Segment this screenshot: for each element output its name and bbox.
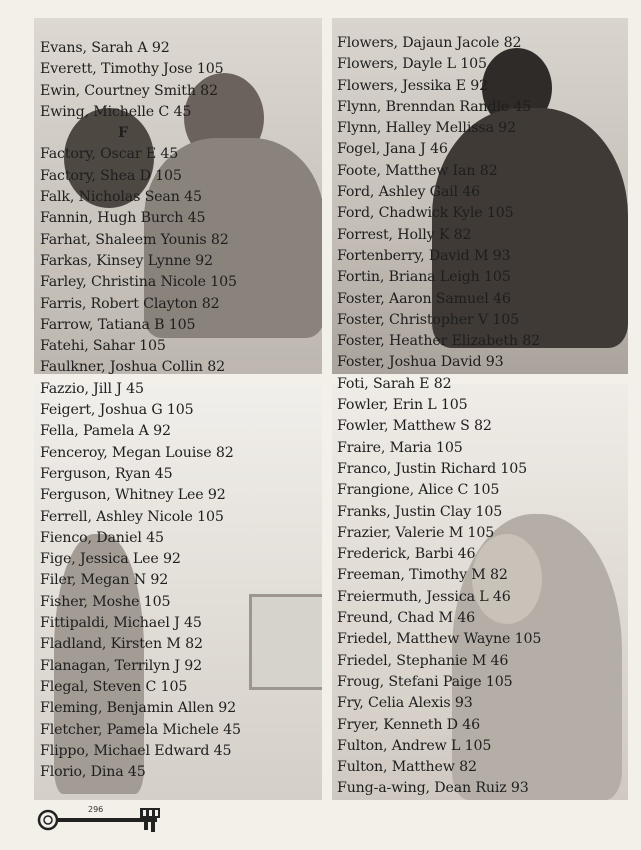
list-item: Freund, Chad M 46 [337, 610, 475, 627]
list-item: Froug, Stefani Paige 105 [337, 673, 513, 690]
list-item: Forrest, Holly K 82 [337, 226, 472, 243]
list-item: Fittipaldi, Michael J 45 [40, 615, 202, 632]
list-item: Ferguson, Whitney Lee 92 [40, 487, 226, 504]
list-item: Flynn, Brenndan Randle 45 [337, 98, 532, 115]
section-letter-heading: F [118, 125, 128, 142]
list-item: Ferguson, Ryan 45 [40, 465, 173, 482]
list-item: Fung-a-wing, Dean Ruiz 93 [337, 780, 529, 797]
list-item: Farley, Christina Nicole 105 [40, 274, 237, 291]
list-item: Foster, Joshua David 93 [337, 354, 504, 371]
list-item: Faulkner, Joshua Collin 82 [40, 359, 225, 376]
page-number: 296 [88, 805, 104, 814]
name-list-left-column [40, 38, 241, 783]
list-item: Fraire, Maria 105 [337, 439, 463, 456]
list-item: Feigert, Joshua G 105 [40, 402, 194, 419]
list-item: Falk, Nicholas Sean 45 [40, 189, 202, 206]
computer-monitor-photo [249, 594, 322, 690]
list-item: Fazzio, Jill J 45 [40, 380, 144, 397]
list-item: Fenceroy, Megan Louise 82 [40, 444, 234, 461]
list-item: Franks, Justin Clay 105 [337, 503, 503, 520]
list-item: Filer, Megan N 92 [40, 572, 169, 589]
list-item: Fortenberry, David M 93 [337, 247, 511, 264]
list-item: Fannin, Hugh Burch 45 [40, 210, 206, 227]
list-item: Flowers, Dajaun Jacole 82 [337, 35, 522, 51]
name-list-right-column [337, 33, 541, 800]
list-item: Flowers, Jessika E 92 [337, 77, 489, 94]
list-item: Fogel, Jana J 46 [337, 141, 448, 158]
list-item: Fienco, Daniel 45 [40, 529, 164, 546]
list-item: Fulton, Andrew L 105 [337, 737, 492, 754]
list-item: Fleming, Benjamin Allen 92 [40, 700, 236, 717]
list-item: Fella, Pamela A 92 [40, 423, 171, 440]
list-item: Freeman, Timothy M 82 [337, 567, 508, 584]
list-item: Fladland, Kirsten M 82 [40, 636, 203, 653]
list-item: Frederick, Barbi 46 [337, 546, 476, 563]
list-item: Farhat, Shaleem Younis 82 [40, 231, 229, 248]
list-item: Friedel, Stephanie M 46 [337, 652, 509, 669]
list-item: Freiermuth, Jessica L 46 [337, 588, 511, 605]
list-item: Farris, Robert Clayton 82 [40, 295, 220, 312]
list-item: Farkas, Kinsey Lynne 92 [40, 252, 213, 269]
list-item: Ford, Ashley Gail 46 [337, 184, 481, 201]
list-item: Flynn, Halley Mellissa 92 [337, 120, 516, 137]
list-item: Florio, Dina 45 [40, 764, 146, 781]
list-item: Everett, Timothy Jose 105 [40, 61, 224, 78]
list-item: Fatehi, Sahar 105 [40, 338, 166, 355]
list-item: Fowler, Erin L 105 [337, 397, 468, 414]
list-item: Ewing, Michelle C 45 [40, 103, 192, 120]
list-item: Fletcher, Pamela Michele 45 [40, 721, 241, 738]
list-item: Foti, Sarah E 82 [337, 375, 452, 392]
list-item: Flanagan, Terrilyn J 92 [40, 657, 202, 674]
list-item: Friedel, Matthew Wayne 105 [337, 631, 542, 648]
list-item: Fry, Celia Alexis 93 [337, 695, 473, 712]
list-item: Flowers, Dayle L 105 [337, 56, 487, 73]
list-item: Fowler, Matthew S 82 [337, 418, 492, 435]
list-item: Fige, Jessica Lee 92 [40, 551, 181, 568]
list-item: Flippo, Michael Edward 45 [40, 742, 232, 759]
list-item: Fisher, Moshe 105 [40, 593, 171, 610]
list-item: Franco, Justin Richard 105 [337, 460, 528, 477]
list-item: Factory, Shea D 105 [40, 167, 182, 184]
list-item: Foster, Heather Elizabeth 82 [337, 333, 541, 350]
list-item: Ferrell, Ashley Nicole 105 [40, 508, 224, 525]
list-item: Frangione, Alice C 105 [337, 482, 500, 499]
list-item: Farrow, Tatiana B 105 [40, 316, 196, 333]
list-item: Fulton, Matthew 82 [337, 759, 477, 776]
list-item: Foote, Matthew Ian 82 [337, 162, 498, 179]
list-item: Foster, Christopher V 105 [337, 311, 520, 328]
list-item: Fortin, Briana Leigh 105 [337, 269, 511, 286]
list-item: Ewin, Courtney Smith 82 [40, 82, 218, 99]
list-item: Evans, Sarah A 92 [40, 40, 170, 56]
list-item: Factory, Oscar E 45 [40, 146, 179, 163]
list-item: Flegal, Steven C 105 [40, 678, 188, 695]
list-item: Frazier, Valerie M 105 [337, 524, 495, 541]
list-item: Fryer, Kenneth D 46 [337, 716, 480, 733]
list-item: Foster, Aaron Samuel 46 [337, 290, 511, 307]
list-item: Ford, Chadwick Kyle 105 [337, 205, 514, 222]
